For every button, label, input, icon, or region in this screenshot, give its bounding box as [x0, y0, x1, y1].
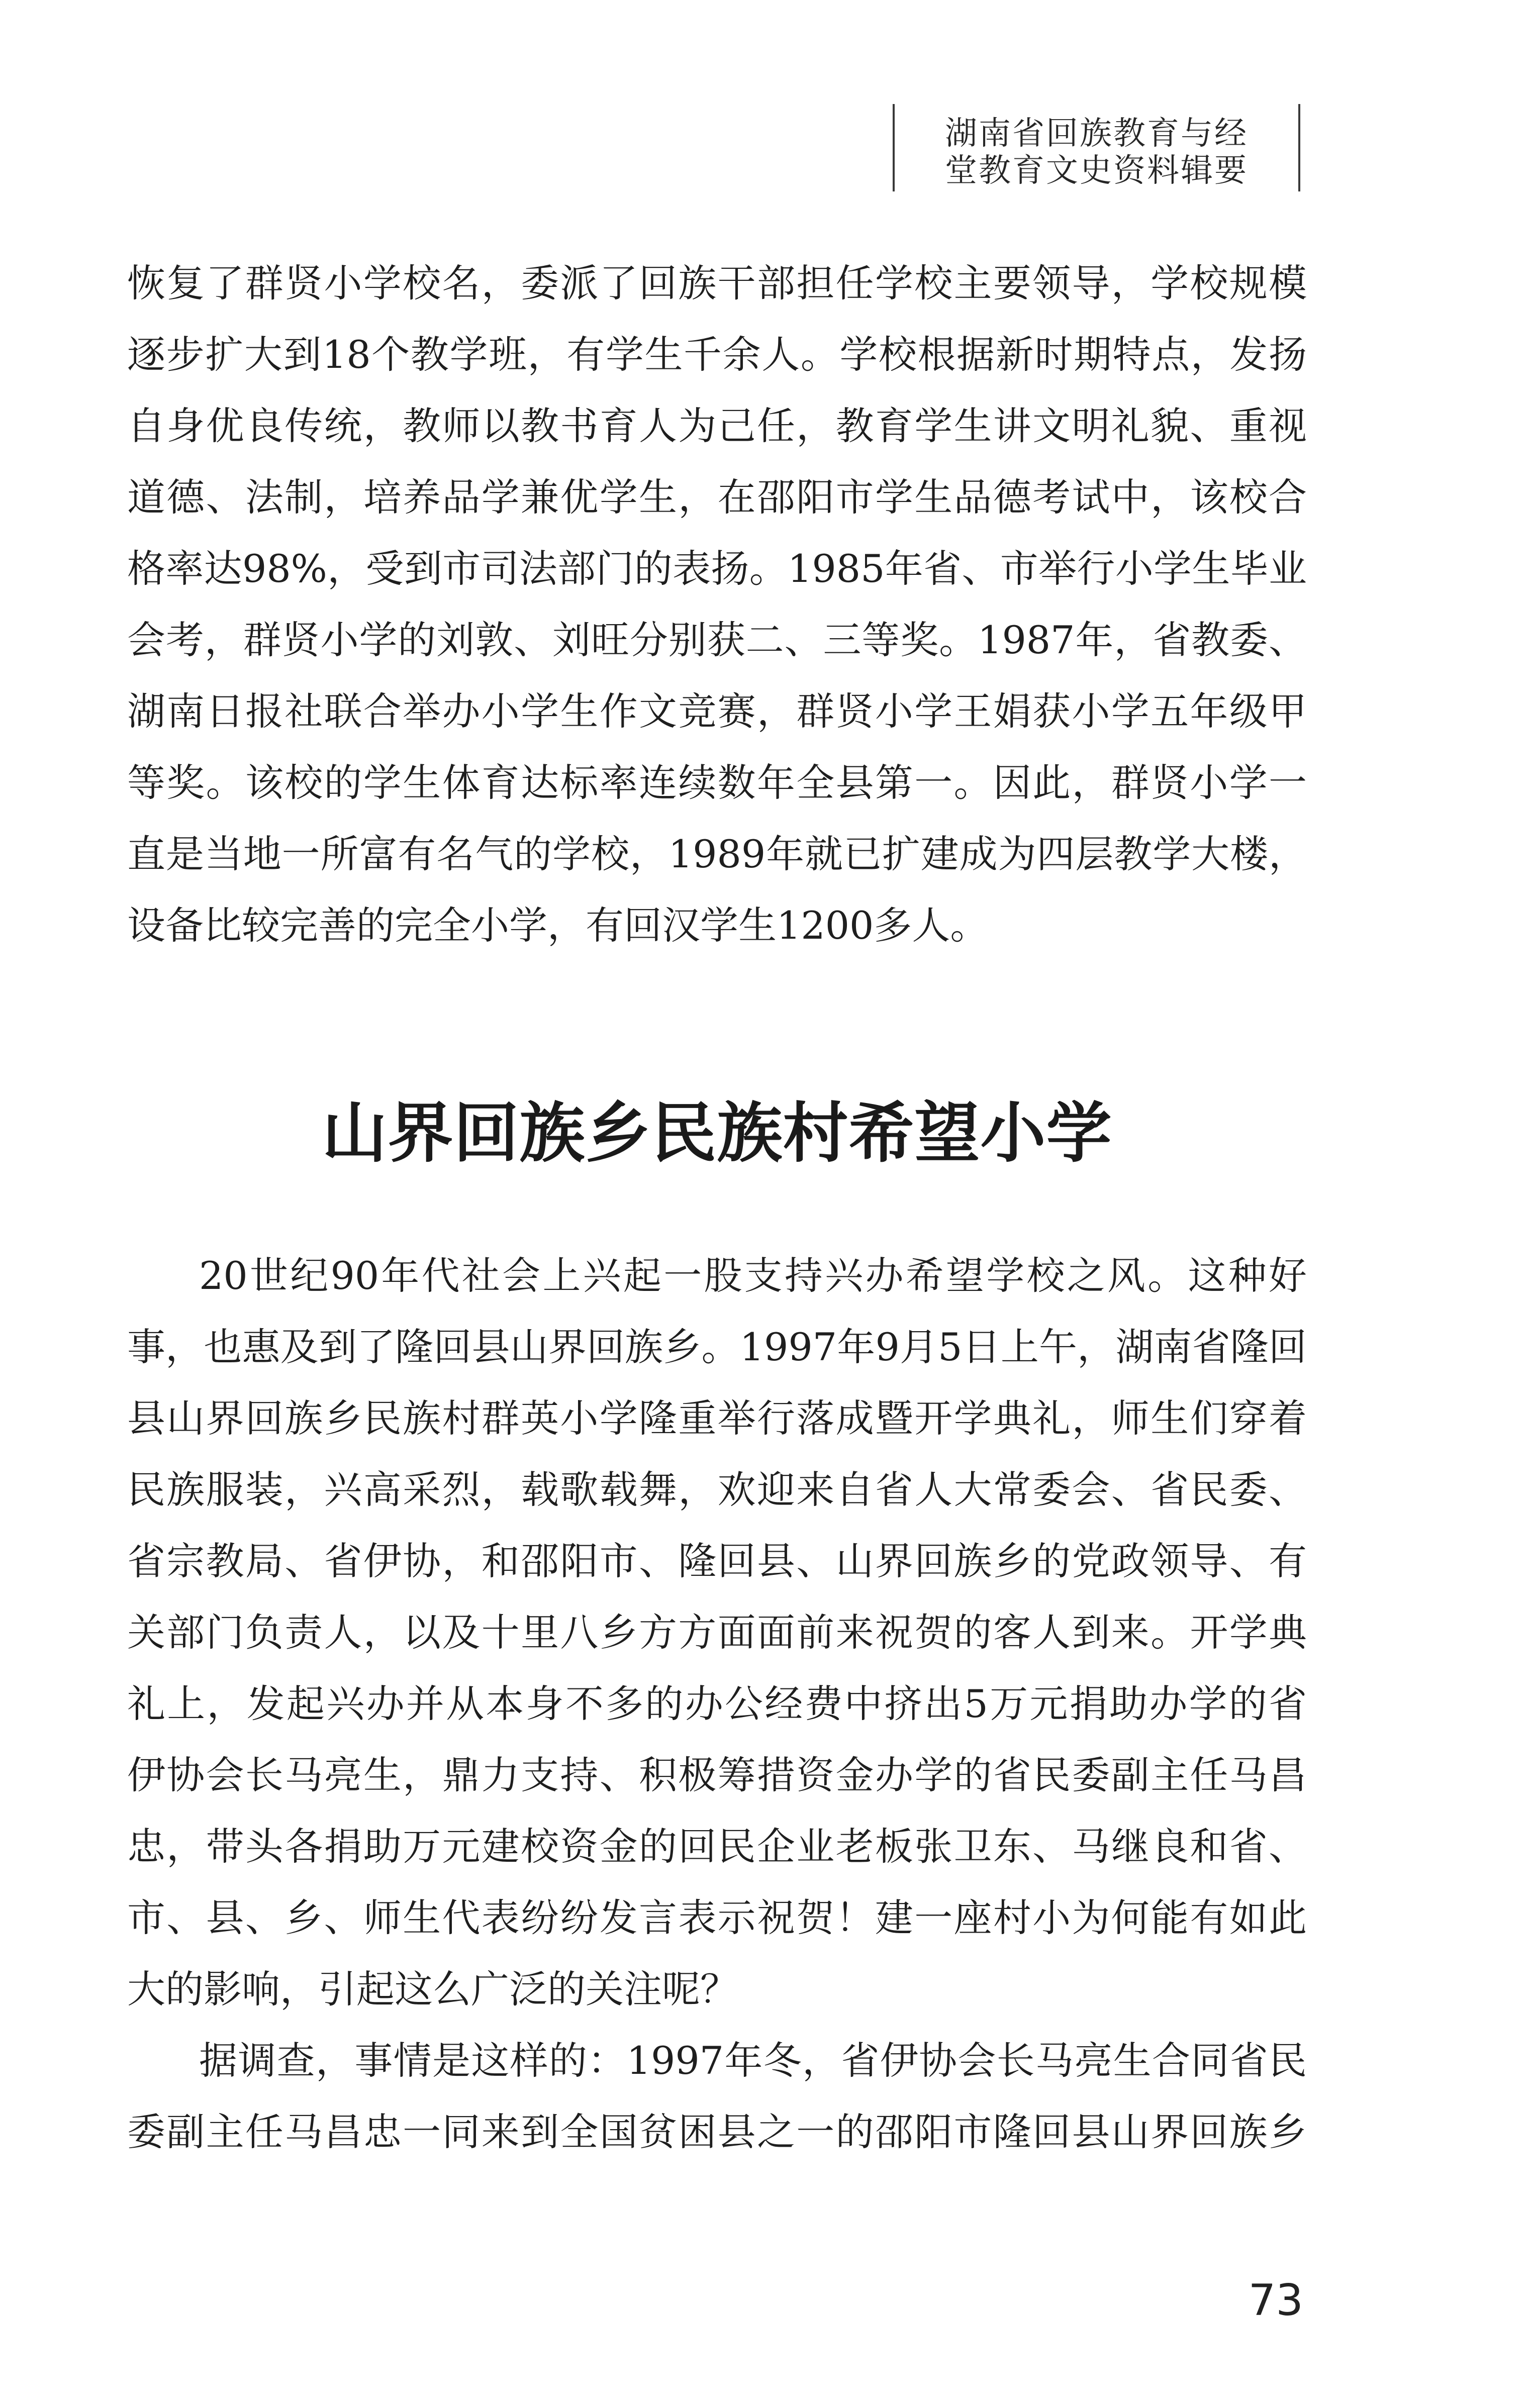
running-header-line: 堂教育文史资料辑要 — [945, 152, 1248, 189]
text-line: 县山界回族乡民族村群英小学隆重举行落成暨开学典礼，师生们穿着 — [127, 1396, 1307, 1441]
header-rule-right — [1298, 104, 1300, 191]
page-number: 73 — [1248, 2275, 1303, 2326]
running-header — [895, 115, 1298, 189]
section-body — [127, 1240, 1307, 2168]
text-line: 恢复了群贤小学校名，委派了回族干部担任学校主要领导，学校规模 — [127, 261, 1307, 306]
text-line: 等奖。该校的学生体育达标率连续数年全县第一。因此，群贤小学一 — [127, 760, 1307, 805]
text-line: 会考，群贤小学的刘敦、刘旺分别获二、三等奖。1987年，省教委、 — [127, 618, 1307, 662]
text-line: 格率达98%，受到市司法部门的表扬。1985年省、市举行小学生毕业 — [127, 546, 1307, 591]
text-line: 逐步扩大到18个教学班，有学生千余人。学校根据新时期特点，发扬 — [127, 332, 1307, 377]
text-line: 礼上，发起兴办并从本身不多的办公经费中挤出5万元捐助办学的省 — [127, 1681, 1307, 1726]
text-line: 湖南日报社联合举办小学生作文竞赛，群贤小学王娟获小学五年级甲 — [127, 689, 1307, 734]
text-line: 市、县、乡、师生代表纷纷发言表示祝贺！建一座村小为何能有如此 — [127, 1895, 1307, 1940]
text-line: 伊协会长马亮生，鼎力支持、积极筹措资金办学的省民委副主任马昌 — [127, 1753, 1307, 1797]
text-line: 设备比较完善的完全小学，有回汉学生1200多人。 — [127, 903, 989, 948]
text-line: 自身优良传统，教师以教书育人为己任，教育学生讲文明礼貌、重视 — [127, 404, 1307, 448]
text-line: 关部门负责人，以及十里八乡方方面面前来祝贺的客人到来。开学典 — [127, 1610, 1307, 1655]
text-line: 委副主任马昌忠一同来到全国贫困县之一的邵阳市隆回县山界回族乡 — [127, 2110, 1307, 2154]
text-line: 民族服装，兴高采烈，载歌载舞，欢迎来自省人大常委会、省民委、 — [127, 1467, 1307, 1512]
text-line: 省宗教局、省伊协，和邵阳市、隆回县、山界回族乡的党政领导、有 — [127, 1539, 1307, 1583]
text-line: 直是当地一所富有名气的学校，1989年就已扩建成为四层教学大楼， — [127, 832, 1307, 876]
continued-paragraph — [127, 248, 1307, 961]
paragraph — [127, 1240, 1307, 2025]
text-line: 道德、法制，培养品学兼优学生，在邵阳市学生品德考试中，该校合 — [127, 475, 1307, 520]
text-line: 大的影响，引起这么广泛的关注呢？ — [127, 1967, 738, 2012]
section-heading: 山界回族乡民族村希望小学 — [322, 1095, 1112, 1171]
text-line: 事，也惠及到了隆回县山界回族乡。1997年9月5日上午，湖南省隆回 — [127, 1325, 1307, 1369]
text-line: 据调查，事情是这样的：1997年冬，省伊协会长马亮生合同省民 — [199, 2038, 1307, 2083]
text-line: 20世纪90年代社会上兴起一股支持兴办希望学校之风。这种好 — [199, 1253, 1307, 1298]
running-header-line: 湖南省回族教育与经 — [945, 115, 1248, 152]
paragraph — [127, 2025, 1307, 2168]
text-line: 忠，带头各捐助万元建校资金的回民企业老板张卫东、马继良和省、 — [127, 1824, 1307, 1869]
